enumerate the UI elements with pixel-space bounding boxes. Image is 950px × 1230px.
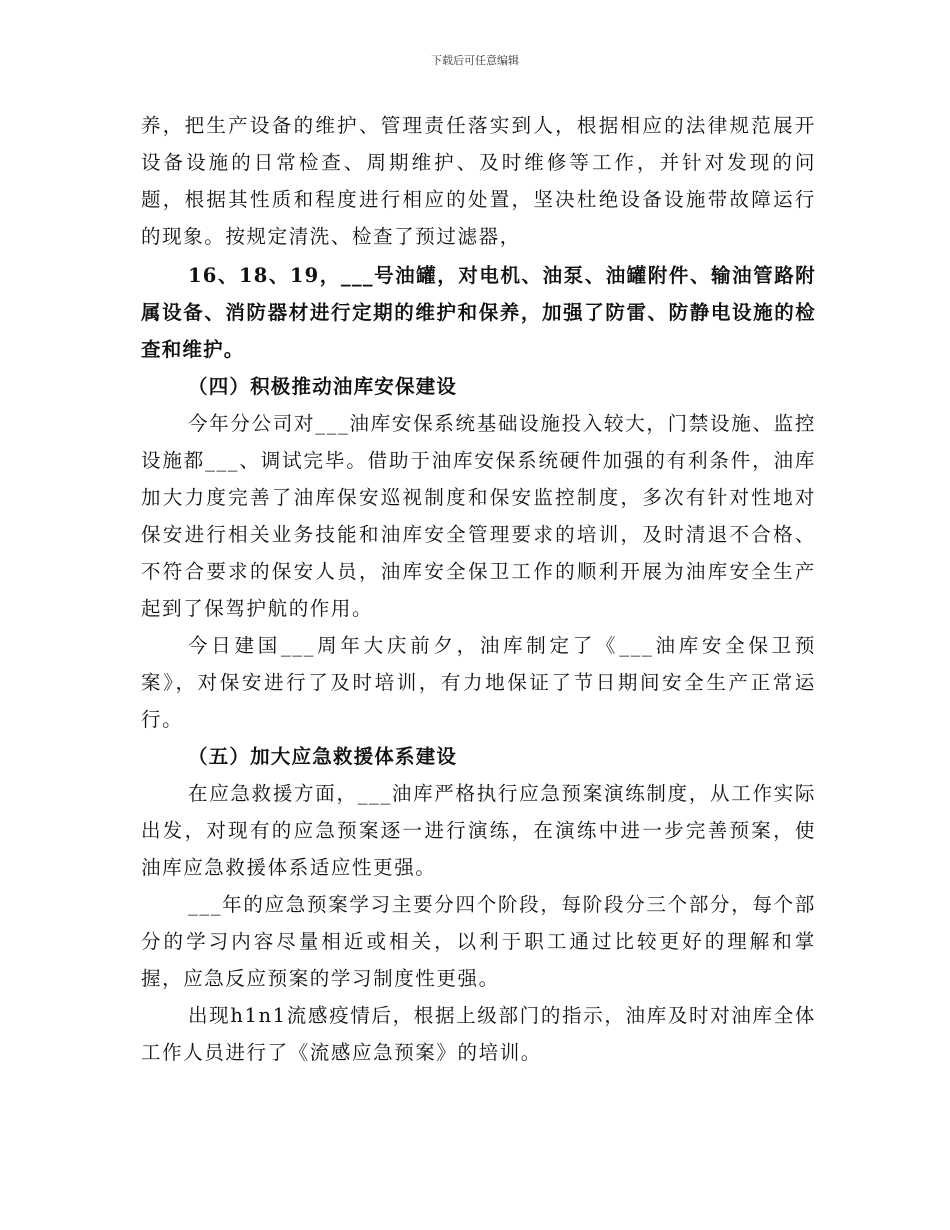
page-header: 下载后可任意编辑	[431, 54, 519, 67]
paragraph-security-system: 今年分公司对___油库安保系统基础设施投入较大，门禁设施、监控设施都___、调试完毕。借助于油库安保系统硬件加强的有利条件，油库加大力度完善了油库保安巡视制度和保安监控制度，多次有针对性地对保安进行相关业务技能和油库安全管理要求的培训，及时清退不合格、不符合要求的保安人员，油库安全保卫工作的顺利开展为油库安全生产起到了保驾护航的作用。	[141, 412, 816, 620]
paragraph-flu-training: 出现h1n1流感疫情后，根据上级部门的指示，油库及时对油库全体工作人员进行了《流感应急预案》的培训。	[141, 1004, 816, 1064]
section-heading-emergency: （五）加大应急救援体系建设	[188, 745, 458, 768]
paragraph-emergency-drills: 在应急救援方面，___油库严格执行应急预案演练制度，从工作实际出发，对现有的应急预案逐一进行演练，在演练中进一步完善预案，使油库应急救援体系适应性更强。	[141, 782, 816, 879]
paragraph-emergency-study: ___年的应急预案学习主要分四个阶段，每阶段分三个部分，每个部分的学习内容尽量相近或相关，以利于职工通过比较更好的理解和掌握，应急反应预案的学习制度性更强。	[141, 893, 816, 990]
paragraph-equipment-maintenance: 养，把生产设备的维护、管理责任落实到人，根据相应的法律规范展开设备设施的日常检查、周期维护、及时维修等工作，并针对发现的问题，根据其性质和程度进行相应的处置，坚决杜绝设备设施带故障运行的现象。按规定清洗、检查了预过滤器，	[141, 114, 816, 248]
document-body	[141, 107, 816, 1071]
paragraph-tank-maintenance: 16、18、19，___号油罐，对电机、油泵、油罐附件、输油管路附属设备、消防器材进行定期的维护和保养，加强了防雷、防静电设施的检查和维护。	[141, 264, 816, 361]
paragraph-national-day: 今日建国___周年大庆前夕，油库制定了《___油库安全保卫预案》，对保安进行了及时培训，有力地保证了节日期间安全生产正常运行。	[141, 634, 816, 731]
section-heading-security: （四）积极推动油库安保建设	[188, 375, 458, 398]
